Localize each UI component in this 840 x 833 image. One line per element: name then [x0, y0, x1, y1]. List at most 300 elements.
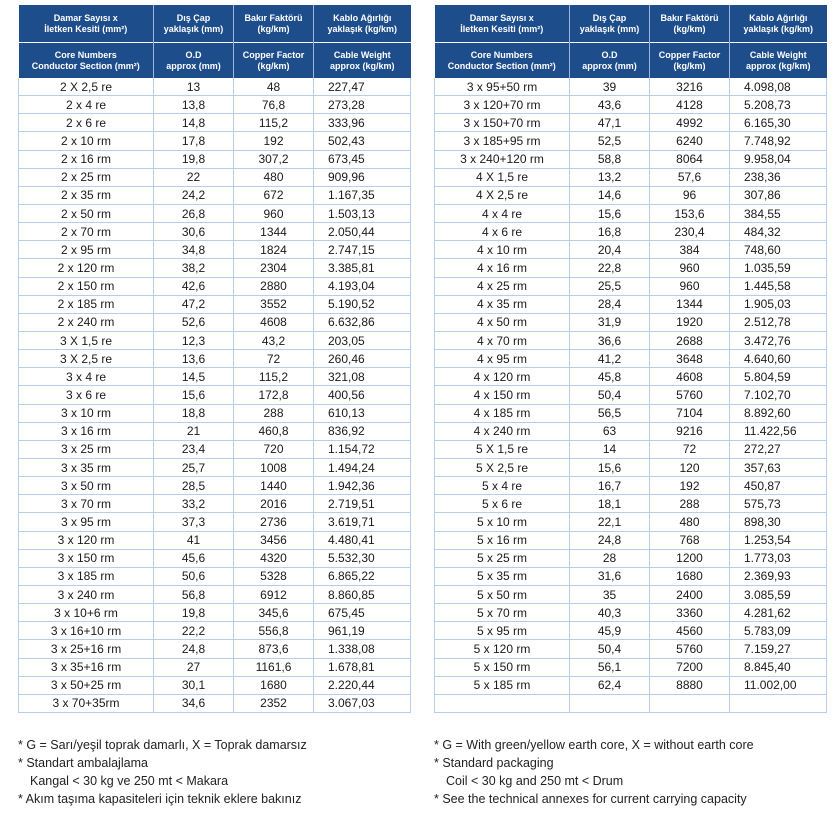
cell-core-section: 2 x 4 re: [19, 96, 154, 114]
col-header-tr-core: Damar Sayısı x İletken Kesiti (mm²): [19, 5, 154, 43]
col-header-en-od: O.D approx (mm): [154, 43, 234, 79]
cell-outer-diameter: 35: [570, 585, 650, 603]
table-row: [435, 495, 827, 513]
table-row: [435, 223, 827, 241]
cell-core-section: 3 x 150 rm: [19, 549, 154, 567]
table-row: [435, 331, 827, 349]
cell-cable-weight: 9.958,04: [730, 150, 827, 168]
col-header-en-core: Core Numbers Conductor Section (mm²): [19, 43, 154, 79]
cell-copper-factor: 2400: [650, 585, 730, 603]
table-row: [19, 132, 411, 150]
table-row: [435, 694, 827, 712]
cell-core-section: 3 x 50 rm: [19, 477, 154, 495]
cell-core-section: 3 x 70 rm: [19, 495, 154, 513]
cell-core-section: 3 x 150+70 rm: [435, 114, 570, 132]
table-row: [19, 96, 411, 114]
cell-copper-factor: 1161,6: [234, 658, 314, 676]
footnote-earth-core: * G = Sarı/yeşil toprak damarlı, X = Toprak damarsız: [18, 738, 307, 752]
table-row: [19, 241, 411, 259]
header-row-english: [19, 43, 411, 79]
cell-outer-diameter: 28: [570, 549, 650, 567]
cell-cable-weight: 5.783,09: [730, 622, 827, 640]
cell-core-section: 3 x 16 rm: [19, 422, 154, 440]
table-row: [19, 204, 411, 222]
cell-core-section: 2 x 25 rm: [19, 168, 154, 186]
table-row: [19, 604, 411, 622]
table-row: [435, 404, 827, 422]
table-row: [19, 422, 411, 440]
cell-core-section: 4 X 2,5 re: [435, 186, 570, 204]
table-row: [19, 78, 411, 96]
cell-copper-factor: 192: [234, 132, 314, 150]
cable-table-right: [434, 5, 827, 713]
cell-outer-diameter: 19,8: [154, 604, 234, 622]
table-row: [435, 622, 827, 640]
footnote-packaging: * Standard packaging: [434, 756, 554, 770]
cell-copper-factor: 480: [234, 168, 314, 186]
cell-outer-diameter: 39: [570, 78, 650, 96]
cell-copper-factor: 172,8: [234, 386, 314, 404]
table-row: [19, 259, 411, 277]
table-row: [435, 96, 827, 114]
cell-outer-diameter: 31,9: [570, 313, 650, 331]
cell-cable-weight: 909,96: [314, 168, 411, 186]
cell-outer-diameter: 28,5: [154, 477, 234, 495]
cell-cable-weight: 575,73: [730, 495, 827, 513]
cell-outer-diameter: 50,4: [570, 640, 650, 658]
cell-copper-factor: 4992: [650, 114, 730, 132]
table-row: [435, 277, 827, 295]
cell-cable-weight: 4.193,04: [314, 277, 411, 295]
col-header-tr-core: Damar Sayısı x İletken Kesiti (mm²): [435, 5, 570, 43]
col-header-en-weight: Cable Weight approx (kg/km): [730, 43, 827, 79]
cell-core-section: 3 x 35+16 rm: [19, 658, 154, 676]
footnote-packaging-detail: Coil < 30 kg and 250 mt < Drum: [446, 774, 624, 788]
cell-core-section: 2 x 95 rm: [19, 241, 154, 259]
footnotes-turkish: [18, 736, 307, 808]
cell-copper-factor: 960: [650, 259, 730, 277]
cell-core-section: 5 x 185 rm: [435, 676, 570, 694]
cell-copper-factor: 345,6: [234, 604, 314, 622]
table-body-left: [19, 78, 411, 712]
col-header-tr-copper: Bakır Faktörü (kg/km): [234, 5, 314, 43]
col-header-tr-weight: Kablo Ağırlığı yaklaşık (kg/km): [730, 5, 827, 43]
cell-cable-weight: 5.804,59: [730, 368, 827, 386]
cell-cable-weight: 1.494,24: [314, 458, 411, 476]
cell-core-section: 4 x 35 rm: [435, 295, 570, 313]
cell-cable-weight: 675,45: [314, 604, 411, 622]
cell-core-section: 3 x 70+35rm: [19, 694, 154, 712]
cell-core-section: 3 x 120 rm: [19, 531, 154, 549]
col-header-en-copper: Copper Factor (kg/km): [234, 43, 314, 79]
cell-outer-diameter: 50,4: [570, 386, 650, 404]
cell-copper-factor: 115,2: [234, 368, 314, 386]
cell-cable-weight: 272,27: [730, 440, 827, 458]
cell-outer-diameter: 41,2: [570, 350, 650, 368]
cell-outer-diameter: 12,3: [154, 331, 234, 349]
cell-cable-weight: 384,55: [730, 204, 827, 222]
table-row: [435, 676, 827, 694]
cell-outer-diameter: 41: [154, 531, 234, 549]
cell-outer-diameter: [570, 694, 650, 712]
cell-copper-factor: 192: [650, 477, 730, 495]
cell-core-section: 3 x 10+6 rm: [19, 604, 154, 622]
cell-outer-diameter: 42,6: [154, 277, 234, 295]
cell-copper-factor: 1200: [650, 549, 730, 567]
table-row: [435, 567, 827, 585]
cell-cable-weight: 484,32: [730, 223, 827, 241]
cell-copper-factor: 4320: [234, 549, 314, 567]
cell-copper-factor: 960: [234, 204, 314, 222]
cell-outer-diameter: 30,1: [154, 676, 234, 694]
cell-outer-diameter: 33,2: [154, 495, 234, 513]
cell-copper-factor: 3456: [234, 531, 314, 549]
cell-core-section: 4 x 70 rm: [435, 331, 570, 349]
cell-core-section: 2 x 35 rm: [19, 186, 154, 204]
cell-copper-factor: 873,6: [234, 640, 314, 658]
cell-core-section: 3 x 25+16 rm: [19, 640, 154, 658]
col-header-tr-weight: Kablo Ağırlığı yaklaşık (kg/km): [314, 5, 411, 43]
cell-cable-weight: [730, 694, 827, 712]
cell-outer-diameter: 47,1: [570, 114, 650, 132]
cell-core-section: 5 x 70 rm: [435, 604, 570, 622]
cell-cable-weight: 6.865,22: [314, 567, 411, 585]
cell-copper-factor: 7200: [650, 658, 730, 676]
cell-copper-factor: 3648: [650, 350, 730, 368]
cell-copper-factor: 460,8: [234, 422, 314, 440]
cell-core-section: 4 x 6 re: [435, 223, 570, 241]
cell-cable-weight: 11.422,56: [730, 422, 827, 440]
cell-copper-factor: 76,8: [234, 96, 314, 114]
cell-outer-diameter: 52,6: [154, 313, 234, 331]
cell-core-section: 2 x 185 rm: [19, 295, 154, 313]
cell-cable-weight: 673,45: [314, 150, 411, 168]
cell-core-section: 5 X 1,5 re: [435, 440, 570, 458]
cell-core-section: 3 x 25 rm: [19, 440, 154, 458]
cell-copper-factor: 120: [650, 458, 730, 476]
cell-cable-weight: 3.085,59: [730, 585, 827, 603]
cell-core-section: 3 x 95+50 rm: [435, 78, 570, 96]
cell-copper-factor: 480: [650, 513, 730, 531]
cell-cable-weight: 7.159,27: [730, 640, 827, 658]
table-row: [19, 114, 411, 132]
cell-copper-factor: 9216: [650, 422, 730, 440]
cell-core-section: 2 x 50 rm: [19, 204, 154, 222]
table-row: [435, 658, 827, 676]
cell-outer-diameter: 63: [570, 422, 650, 440]
cell-outer-diameter: 13,8: [154, 96, 234, 114]
cell-copper-factor: 4560: [650, 622, 730, 640]
cell-cable-weight: 238,36: [730, 168, 827, 186]
cell-cable-weight: 8.892,60: [730, 404, 827, 422]
table-row: [19, 186, 411, 204]
cell-outer-diameter: 56,8: [154, 585, 234, 603]
col-header-tr-copper: Bakır Faktörü (kg/km): [650, 5, 730, 43]
cell-cable-weight: 11.002,00: [730, 676, 827, 694]
cell-copper-factor: 7104: [650, 404, 730, 422]
cell-cable-weight: 4.098,08: [730, 78, 827, 96]
cell-copper-factor: 8880: [650, 676, 730, 694]
cell-outer-diameter: 24,2: [154, 186, 234, 204]
cell-core-section: 3 X 2,5 re: [19, 350, 154, 368]
cell-cable-weight: 2.512,78: [730, 313, 827, 331]
cell-core-section: [435, 694, 570, 712]
table-row: [435, 168, 827, 186]
cell-core-section: 4 x 50 rm: [435, 313, 570, 331]
cell-outer-diameter: 26,8: [154, 204, 234, 222]
col-header-tr-od: Dış Çap yaklaşık (mm): [154, 5, 234, 43]
cell-copper-factor: 556,8: [234, 622, 314, 640]
table-row: [435, 114, 827, 132]
cell-cable-weight: 8.860,85: [314, 585, 411, 603]
cell-copper-factor: 4128: [650, 96, 730, 114]
cell-outer-diameter: 19,8: [154, 150, 234, 168]
cell-copper-factor: 4608: [234, 313, 314, 331]
table-row: [435, 132, 827, 150]
cell-copper-factor: 153,6: [650, 204, 730, 222]
table-row: [435, 440, 827, 458]
cell-cable-weight: 2.369,93: [730, 567, 827, 585]
col-header-en-weight: Cable Weight approx (kg/km): [314, 43, 411, 79]
cell-outer-diameter: 22,2: [154, 622, 234, 640]
cell-cable-weight: 6.165,30: [730, 114, 827, 132]
cell-cable-weight: 1.503,13: [314, 204, 411, 222]
cell-core-section: 3 x 6 re: [19, 386, 154, 404]
footnotes-english: [434, 736, 754, 808]
table-row: [19, 458, 411, 476]
table-row: [435, 259, 827, 277]
cell-core-section: 4 x 150 rm: [435, 386, 570, 404]
cell-cable-weight: 4.480,41: [314, 531, 411, 549]
table-row: [19, 313, 411, 331]
table-row: [435, 350, 827, 368]
table-row: [435, 313, 827, 331]
cell-outer-diameter: 43,6: [570, 96, 650, 114]
cell-core-section: 4 x 95 rm: [435, 350, 570, 368]
cell-copper-factor: 2304: [234, 259, 314, 277]
cell-core-section: 2 X 2,5 re: [19, 78, 154, 96]
table-row: [19, 440, 411, 458]
cell-outer-diameter: 15,6: [570, 204, 650, 222]
cell-cable-weight: 5.532,30: [314, 549, 411, 567]
cell-cable-weight: 1.445,58: [730, 277, 827, 295]
cell-copper-factor: 96: [650, 186, 730, 204]
table-row: [19, 495, 411, 513]
cell-copper-factor: 115,2: [234, 114, 314, 132]
cell-outer-diameter: 22,8: [570, 259, 650, 277]
cell-cable-weight: 3.619,71: [314, 513, 411, 531]
table-row: [435, 150, 827, 168]
cell-outer-diameter: 62,4: [570, 676, 650, 694]
cell-outer-diameter: 18,8: [154, 404, 234, 422]
footnote-earth-core: * G = With green/yellow earth core, X = without earth core: [434, 738, 754, 752]
col-header-en-core: Core Numbers Conductor Section (mm²): [435, 43, 570, 79]
cell-copper-factor: 1440: [234, 477, 314, 495]
cell-core-section: 5 x 6 re: [435, 495, 570, 513]
table-row: [19, 513, 411, 531]
table-body-right: [435, 78, 827, 712]
cell-cable-weight: 307,86: [730, 186, 827, 204]
cell-cable-weight: 3.385,81: [314, 259, 411, 277]
table-row: [435, 585, 827, 603]
cell-cable-weight: 6.632,86: [314, 313, 411, 331]
cell-core-section: 4 X 1,5 re: [435, 168, 570, 186]
col-header-tr-od: Dış Çap yaklaşık (mm): [570, 5, 650, 43]
cell-outer-diameter: 24,8: [570, 531, 650, 549]
cell-outer-diameter: 28,4: [570, 295, 650, 313]
cell-cable-weight: 836,92: [314, 422, 411, 440]
cell-copper-factor: 3216: [650, 78, 730, 96]
cell-outer-diameter: 25,7: [154, 458, 234, 476]
table-row: [19, 168, 411, 186]
cell-copper-factor: 1680: [650, 567, 730, 585]
cell-copper-factor: 288: [234, 404, 314, 422]
cell-cable-weight: 502,43: [314, 132, 411, 150]
cell-copper-factor: 288: [650, 495, 730, 513]
cell-cable-weight: 357,63: [730, 458, 827, 476]
cell-core-section: 5 x 4 re: [435, 477, 570, 495]
table-row: [19, 549, 411, 567]
cell-cable-weight: 1.253,54: [730, 531, 827, 549]
table-row: [19, 223, 411, 241]
cell-cable-weight: 1.942,36: [314, 477, 411, 495]
cell-copper-factor: 8064: [650, 150, 730, 168]
table-row: [19, 277, 411, 295]
cell-cable-weight: 898,30: [730, 513, 827, 531]
cell-copper-factor: [650, 694, 730, 712]
cell-copper-factor: 1920: [650, 313, 730, 331]
cell-cable-weight: 961,19: [314, 622, 411, 640]
col-header-en-copper: Copper Factor (kg/km): [650, 43, 730, 79]
cell-copper-factor: 72: [650, 440, 730, 458]
cell-outer-diameter: 36,6: [570, 331, 650, 349]
table-row: [19, 694, 411, 712]
cell-cable-weight: 7.102,70: [730, 386, 827, 404]
footnote-capacity: * Akım taşıma kapasiteleri için teknik eklere bakınız: [18, 792, 302, 806]
cell-cable-weight: 203,05: [314, 331, 411, 349]
cell-copper-factor: 2352: [234, 694, 314, 712]
cell-copper-factor: 2736: [234, 513, 314, 531]
cell-cable-weight: 2.220,44: [314, 676, 411, 694]
cell-core-section: 3 x 16+10 rm: [19, 622, 154, 640]
cell-copper-factor: 43,2: [234, 331, 314, 349]
cell-copper-factor: 1344: [234, 223, 314, 241]
footnote-packaging-detail: Kangal < 30 kg ve 250 mt < Makara: [30, 774, 229, 788]
cell-core-section: 4 x 120 rm: [435, 368, 570, 386]
cell-cable-weight: 748,60: [730, 241, 827, 259]
table-row: [19, 404, 411, 422]
table-row: [435, 531, 827, 549]
cell-cable-weight: 1.678,81: [314, 658, 411, 676]
cell-core-section: 2 x 150 rm: [19, 277, 154, 295]
cell-cable-weight: 1.338,08: [314, 640, 411, 658]
cell-outer-diameter: 21: [154, 422, 234, 440]
cell-cable-weight: 2.050,44: [314, 223, 411, 241]
cell-cable-weight: 400,56: [314, 386, 411, 404]
cell-copper-factor: 307,2: [234, 150, 314, 168]
cell-outer-diameter: 13: [154, 78, 234, 96]
table-row: [435, 513, 827, 531]
table-row: [435, 640, 827, 658]
cell-copper-factor: 720: [234, 440, 314, 458]
cell-outer-diameter: 16,7: [570, 477, 650, 495]
cell-cable-weight: 4.640,60: [730, 350, 827, 368]
cell-core-section: 2 x 240 rm: [19, 313, 154, 331]
cell-outer-diameter: 15,6: [570, 458, 650, 476]
table-row: [435, 295, 827, 313]
cell-copper-factor: 960: [650, 277, 730, 295]
cell-cable-weight: 4.281,62: [730, 604, 827, 622]
cell-core-section: 2 x 120 rm: [19, 259, 154, 277]
cell-cable-weight: 8.845,40: [730, 658, 827, 676]
cell-outer-diameter: 14,8: [154, 114, 234, 132]
table-row: [19, 640, 411, 658]
table-row: [19, 531, 411, 549]
cell-core-section: 3 x 240 rm: [19, 585, 154, 603]
table-row: [435, 78, 827, 96]
cell-copper-factor: 72: [234, 350, 314, 368]
cell-outer-diameter: 38,2: [154, 259, 234, 277]
cell-cable-weight: 1.167,35: [314, 186, 411, 204]
table-row: [435, 241, 827, 259]
cell-outer-diameter: 16,8: [570, 223, 650, 241]
table-row: [435, 604, 827, 622]
cell-core-section: 5 x 150 rm: [435, 658, 570, 676]
cell-core-section: 3 x 185+95 rm: [435, 132, 570, 150]
table-row: [435, 186, 827, 204]
cell-copper-factor: 3360: [650, 604, 730, 622]
cell-core-section: 5 x 120 rm: [435, 640, 570, 658]
cell-copper-factor: 2016: [234, 495, 314, 513]
cell-outer-diameter: 13,6: [154, 350, 234, 368]
cell-cable-weight: 5.208,73: [730, 96, 827, 114]
cell-core-section: 5 X 2,5 re: [435, 458, 570, 476]
cell-core-section: 4 x 25 rm: [435, 277, 570, 295]
cell-core-section: 5 x 16 rm: [435, 531, 570, 549]
cell-outer-diameter: 45,9: [570, 622, 650, 640]
cell-copper-factor: 1008: [234, 458, 314, 476]
table-row: [435, 368, 827, 386]
table-row: [19, 350, 411, 368]
cell-cable-weight: 321,08: [314, 368, 411, 386]
cell-cable-weight: 2.747,15: [314, 241, 411, 259]
table-row: [435, 477, 827, 495]
cell-outer-diameter: 14,6: [570, 186, 650, 204]
table-row: [19, 585, 411, 603]
cell-outer-diameter: 14: [570, 440, 650, 458]
cell-copper-factor: 5328: [234, 567, 314, 585]
cell-core-section: 2 x 6 re: [19, 114, 154, 132]
footnote-capacity: * See the technical annexes for current carrying capacity: [434, 792, 747, 806]
header-row-english: [435, 43, 827, 79]
cell-core-section: 4 x 240 rm: [435, 422, 570, 440]
header-row-turkish: [19, 5, 411, 43]
cell-outer-diameter: 45,6: [154, 549, 234, 567]
table-row: [19, 150, 411, 168]
cell-core-section: 3 x 120+70 rm: [435, 96, 570, 114]
cell-copper-factor: 1824: [234, 241, 314, 259]
cell-outer-diameter: 37,3: [154, 513, 234, 531]
cell-cable-weight: 3.067,03: [314, 694, 411, 712]
cell-copper-factor: 48: [234, 78, 314, 96]
table-row: [19, 567, 411, 585]
cell-outer-diameter: 18,1: [570, 495, 650, 513]
cable-table-left: [18, 5, 411, 713]
cell-copper-factor: 384: [650, 241, 730, 259]
cell-outer-diameter: 58,8: [570, 150, 650, 168]
cell-cable-weight: 5.190,52: [314, 295, 411, 313]
cell-outer-diameter: 45,8: [570, 368, 650, 386]
